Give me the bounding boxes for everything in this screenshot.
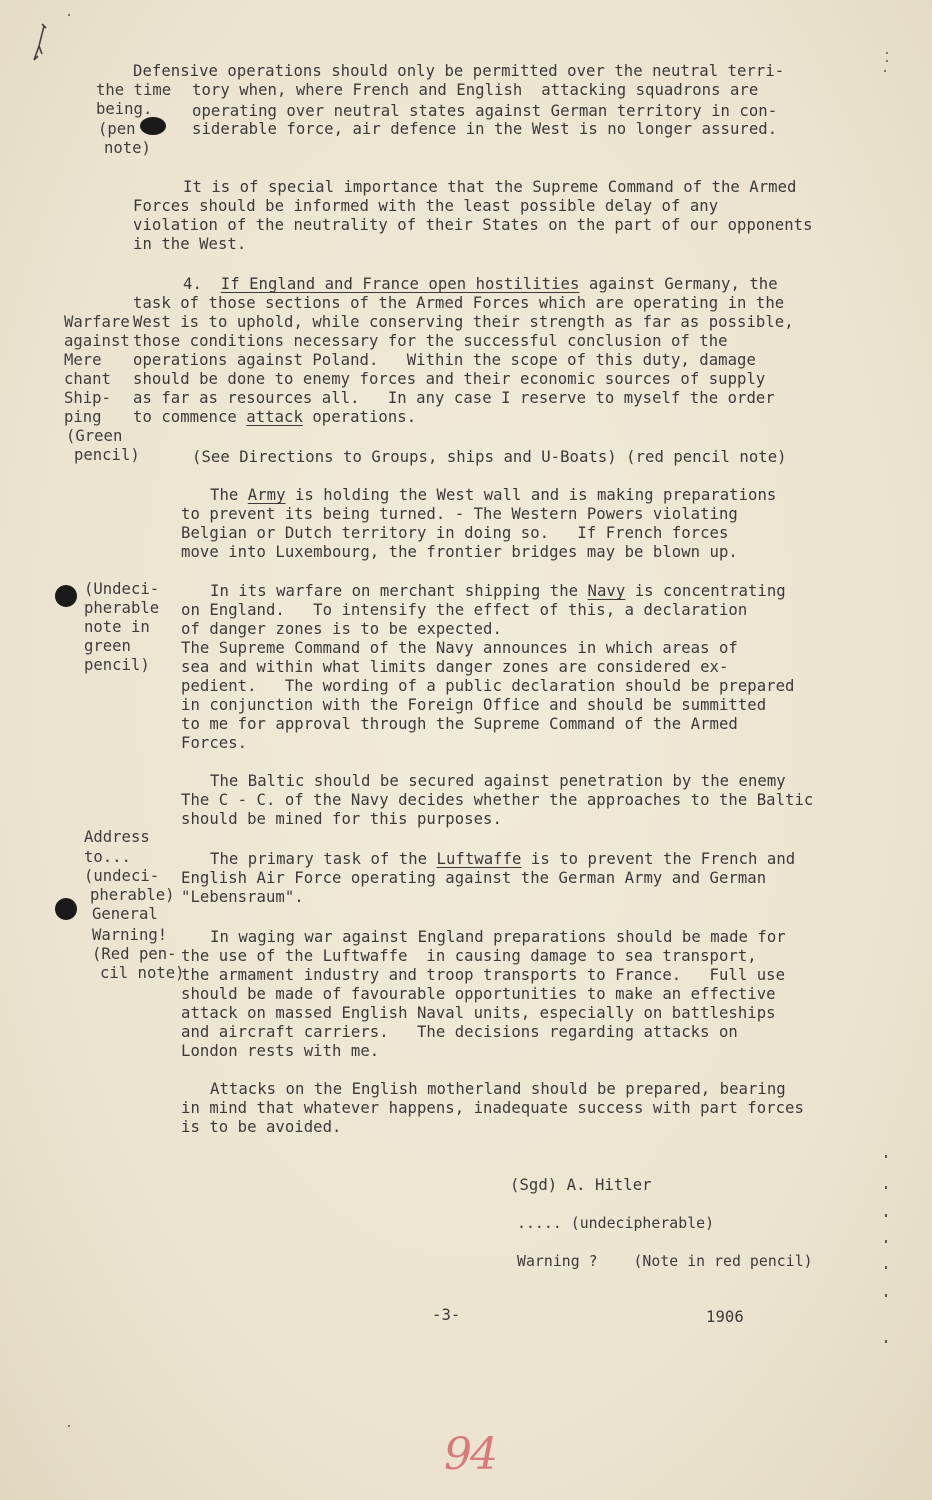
signature-line: (Sgd) A. Hitler	[510, 1176, 652, 1194]
edge-mark	[885, 1294, 887, 1297]
edge-mark	[886, 52, 888, 54]
edge-mark	[885, 1155, 887, 1158]
margin-note: pencil)	[74, 446, 140, 464]
body-line: The C - C. of the Navy decides whether the approaches to the Baltic	[181, 791, 814, 809]
red-pencil-number: 94	[444, 1429, 496, 1480]
body-line: to prevent its being turned. - The Western Powers violating	[181, 505, 738, 523]
underlined-text: If England and France open hostilities	[220, 275, 580, 293]
body-line: in conjunction with the Foreign Office and should be summitted	[181, 696, 767, 714]
underlined-text: Luftwaffe	[436, 850, 522, 868]
body-line: is to be avoided.	[181, 1118, 342, 1136]
body-line: those conditions necessary for the successful conclusion of the	[133, 332, 728, 350]
margin-note: being.	[96, 100, 153, 118]
margin-note: ping	[64, 408, 102, 426]
body-line: in the West.	[133, 235, 247, 253]
document-number: 1906	[706, 1308, 744, 1326]
margin-note: the time	[96, 81, 172, 99]
edge-mark	[885, 1340, 887, 1343]
body-line: to me for approval through the Supreme Command of the Armed	[181, 715, 738, 733]
body-line: the armament industry and troop transports to France. Full use	[181, 966, 786, 984]
ink-blot	[140, 117, 166, 135]
edge-mark	[885, 1266, 887, 1269]
body-line: sea and within what limits danger zones are considered ex-	[181, 658, 729, 676]
pencil-mark-icon	[28, 20, 54, 66]
margin-note: against	[64, 332, 130, 350]
signature-undecipherable: ..... (undecipherable)	[517, 1215, 715, 1232]
body-line: on England. To intensify the effect of this, a declaration	[181, 601, 748, 619]
body-line: operating over neutral states against German territory in con-	[192, 102, 778, 120]
underlined-text: attack	[246, 408, 303, 426]
margin-note: chant	[64, 370, 111, 388]
edge-mark	[884, 70, 886, 72]
body-line: siderable force, air defence in the West is no longer assured.	[192, 120, 778, 138]
body-line: Belgian or Dutch territory in doing so. If French forces	[181, 524, 729, 542]
body-line: should be made of favourable opportunities to make an effective	[181, 985, 776, 1003]
body-line: The Baltic should be secured against penetration by the enemy	[210, 772, 786, 790]
margin-note: pherable)	[90, 886, 175, 904]
edge-mark	[885, 1186, 887, 1189]
margin-note: green	[84, 637, 131, 655]
body-line: (See Directions to Groups, ships and U-Boats) (red pencil note)	[192, 448, 787, 466]
body-line: Forces should be informed with the least possible delay of any	[133, 197, 719, 215]
body-line: In waging war against England preparations should be made for	[210, 928, 786, 946]
margin-note: Ship-	[64, 389, 111, 407]
edge-mark	[885, 1214, 887, 1217]
underlined-text: Army	[247, 486, 286, 504]
body-line: move into Luxembourg, the frontier bridges may be blown up.	[181, 543, 738, 561]
margin-note: cil note)	[100, 964, 185, 982]
margin-note: pherable	[84, 599, 160, 617]
body-line: The primary task of the Luftwaffe is to prevent the French and	[210, 850, 796, 868]
body-line: 4. If England and France open hostilities against Germany, the	[183, 275, 778, 293]
body-line: It is of special importance that the Supreme Command of the Armed	[183, 178, 797, 196]
margin-note: (Red pen-	[92, 945, 177, 963]
margin-note: (Undeci-	[84, 580, 160, 598]
edge-mark	[68, 1425, 70, 1427]
body-line: to commence attack operations.	[133, 408, 417, 426]
margin-note: Address	[84, 828, 150, 846]
punch-hole	[55, 585, 77, 607]
body-line: West is to uphold, while conserving their strength as far as possible,	[133, 313, 794, 331]
body-line: the use of the Luftwaffe in causing damage to sea transport,	[181, 947, 757, 965]
underlined-text: Navy	[587, 582, 626, 600]
body-line: "Lebensraum".	[181, 888, 304, 906]
margin-note: Warning!	[92, 926, 168, 944]
body-line: operations against Poland. Within the scope of this duty, damage	[133, 351, 756, 369]
margin-note: note)	[104, 139, 151, 157]
page-number: -3-	[432, 1306, 461, 1324]
body-line: should be mined for this purposes.	[181, 810, 502, 828]
signature-warning-note: Warning ? (Note in red pencil)	[517, 1253, 813, 1270]
body-line: and aircraft carriers. The decisions regarding attacks on	[181, 1023, 738, 1041]
body-line: pedient. The wording of a public declaration should be prepared	[181, 677, 795, 695]
margin-note: note in	[84, 618, 150, 636]
body-line: In its warfare on merchant shipping the Navy is concentrating	[210, 582, 786, 600]
margin-note: (Green	[66, 427, 123, 445]
margin-note: Mere	[64, 351, 102, 369]
body-line: tory when, where French and English attacking squadrons are	[192, 81, 759, 99]
body-line: English Air Force operating against the German Army and German	[181, 869, 767, 887]
margin-note: General	[92, 905, 158, 923]
edge-mark	[886, 60, 888, 62]
body-line: London rests with me.	[181, 1042, 380, 1060]
edge-mark	[68, 14, 70, 16]
body-line: attack on massed English Naval units, especially on battleships	[181, 1004, 776, 1022]
body-line: The Army is holding the West wall and is making preparations	[210, 486, 777, 504]
margin-note: Warfare	[64, 313, 130, 331]
body-line: The Supreme Command of the Navy announces in which areas of	[181, 639, 738, 657]
body-line: in mind that whatever happens, inadequate success with part forces	[181, 1099, 804, 1117]
margin-note: (pen	[98, 120, 136, 138]
body-line: violation of the neutrality of their States on the part of our opponents	[133, 216, 813, 234]
body-line: task of those sections of the Armed Forces which are operating in the	[133, 294, 785, 312]
body-line: Attacks on the English motherland should be prepared, bearing	[210, 1080, 786, 1098]
margin-note: pencil)	[84, 656, 150, 674]
margin-note: (undeci-	[84, 867, 160, 885]
edge-mark	[885, 1240, 887, 1243]
body-line: Forces.	[181, 734, 248, 752]
body-line: Defensive operations should only be permitted over the neutral terri-	[133, 62, 785, 80]
punch-hole	[55, 898, 77, 920]
body-line: as far as resources all. In any case I reserve to myself the order	[133, 389, 775, 407]
body-line: should be done to enemy forces and their economic sources of supply	[133, 370, 766, 388]
body-line: of danger zones is to be expected.	[181, 620, 502, 638]
margin-note: to...	[84, 848, 131, 866]
